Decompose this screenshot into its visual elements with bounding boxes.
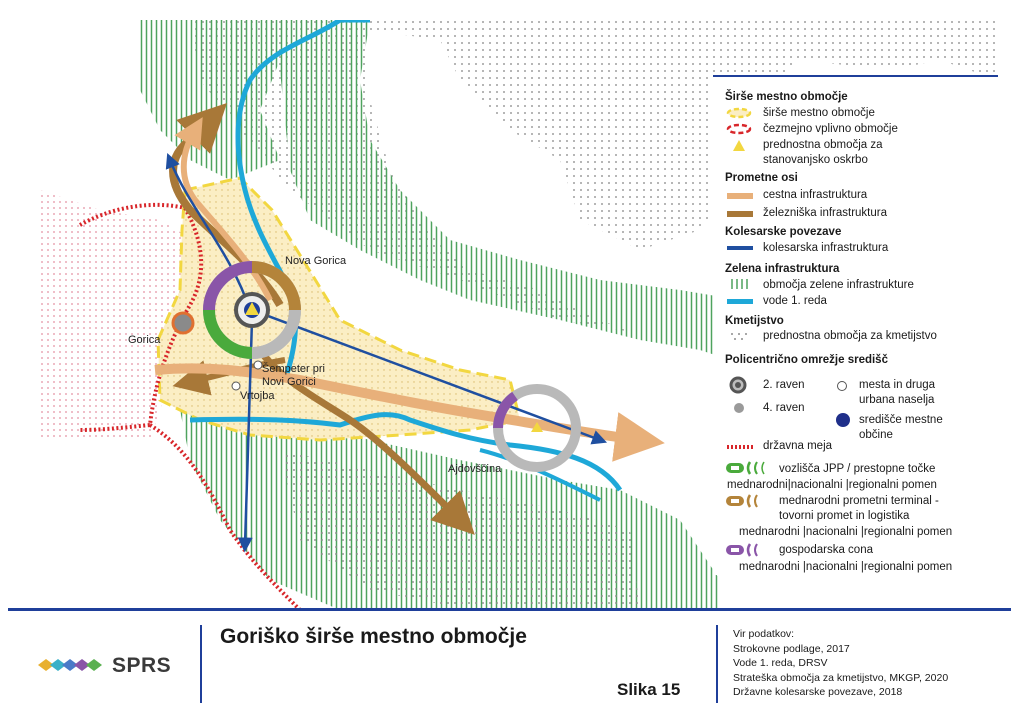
- gorica-center: [173, 313, 193, 333]
- source-line: Vode 1. reda, DRSV: [733, 657, 828, 670]
- vrtojba-dot: [232, 382, 240, 390]
- legend-logistics-3: mednarodni |nacionalni |regionalni pomen: [739, 526, 953, 538]
- legend-agri: prednostna območja za kmetijstvo: [763, 330, 937, 342]
- legend-section-traffic-title: Prometne osi: [725, 172, 798, 184]
- legend-section-bike-title: Kolesarske povezave: [725, 226, 842, 238]
- legend-logistics-1: mednarodni prometni terminal -: [779, 495, 939, 507]
- legend-cross-border: čezmejno vplivno območje: [763, 123, 898, 135]
- cross-border-symbol: [725, 123, 753, 135]
- sempeter-dot: [254, 361, 262, 369]
- legend-towns-2: urbana naselja: [859, 394, 935, 406]
- legend-pt-2: mednarodni|nacionalni |regionalni pomen: [727, 479, 937, 491]
- water-symbol: [727, 299, 753, 304]
- page-title: Goriško širše mestno območje: [220, 625, 527, 648]
- source-line: Strokovne podlage, 2017: [733, 642, 850, 655]
- logistics-terminal-icon: [726, 493, 770, 509]
- level2-symbol: [728, 375, 748, 395]
- sprs-logo-text: SPRS: [112, 654, 172, 677]
- legend-housing-2: stanovanjsko oskrbo: [763, 154, 868, 166]
- label-sempeter-2: Novi Gorici: [262, 376, 316, 388]
- legend-towns-1: mesta in druga: [859, 379, 936, 391]
- legend-top-line: [713, 75, 998, 77]
- legend-section-centers-title: Policentrično omrežje središč: [725, 354, 888, 366]
- footer-divider: [8, 608, 1011, 611]
- legend-road: cestna infrastruktura: [763, 189, 868, 201]
- sprs-logo-icon: [38, 655, 106, 675]
- pt-node-icon: [726, 460, 770, 476]
- legend-municipal-1: središče mestne: [859, 414, 943, 426]
- source-line: Vir podatkov:: [733, 628, 795, 640]
- legend-pt-1: vozlišča JPP / prestopne točke: [779, 463, 936, 475]
- footer-left-bar: [200, 625, 202, 703]
- legend-green-infra: območja zelene infrastrukture: [763, 279, 914, 291]
- bike-symbol: [727, 246, 753, 250]
- legend-level2: 2. raven: [763, 379, 805, 391]
- legend-border: državna meja: [763, 440, 833, 452]
- legend-section-green-title: Zelena infrastruktura: [725, 263, 840, 275]
- road-symbol: [727, 193, 753, 199]
- legend-water: vode 1. reda: [763, 295, 827, 307]
- municipal-center-symbol: [835, 412, 851, 428]
- label-sempeter: Šempeter pri: [262, 363, 325, 375]
- border-symbol: [727, 443, 755, 451]
- level4-symbol: [733, 402, 745, 414]
- legend-bike: kolesarska infrastruktura: [763, 242, 889, 254]
- urban-area-symbol: [725, 107, 753, 119]
- legend-section-agri-title: Kmetijstvo: [725, 315, 784, 327]
- legend-economic-1: gospodarska cona: [779, 544, 873, 556]
- legend-urban-area: širše mestno območje: [763, 107, 875, 119]
- data-sources: [733, 627, 948, 700]
- label-nova-gorica: Nova Gorica: [285, 255, 347, 267]
- rail-symbol: [727, 211, 753, 217]
- green-infra-symbol: [729, 278, 751, 290]
- source-line: Strateška območja za kmetijstvo, MKGP, 2020: [733, 671, 949, 684]
- label-gorica: Gorica: [128, 334, 161, 346]
- housing-triangle-icon: [733, 140, 745, 151]
- label-ajdovscina: Ajdovščina: [448, 463, 502, 475]
- legend-rail: železniška infrastruktura: [763, 207, 887, 219]
- label-vrtojba: Vrtojba: [240, 390, 275, 402]
- source-line: Državne kolesarske povezave, 2018: [733, 686, 903, 699]
- legend-section-urban-title: Širše mestno območje: [725, 91, 848, 103]
- agri-symbol: [729, 331, 751, 341]
- legend-level4: 4. raven: [763, 402, 805, 414]
- legend-logistics-2: tovorni promet in logistika: [779, 510, 910, 522]
- footer-right-bar: [716, 625, 718, 703]
- legend-economic-2: mednarodni |nacionalni |regionalni pomen: [739, 561, 953, 573]
- town-symbol: [836, 380, 848, 392]
- legend: [713, 75, 998, 575]
- legend-housing-1: prednostna območja za: [763, 139, 883, 151]
- legend-municipal-2: občine: [859, 429, 893, 441]
- economic-zone-icon: [726, 542, 770, 558]
- figure-number: Slika 15: [617, 680, 681, 699]
- green-infrastructure-north: [140, 20, 280, 180]
